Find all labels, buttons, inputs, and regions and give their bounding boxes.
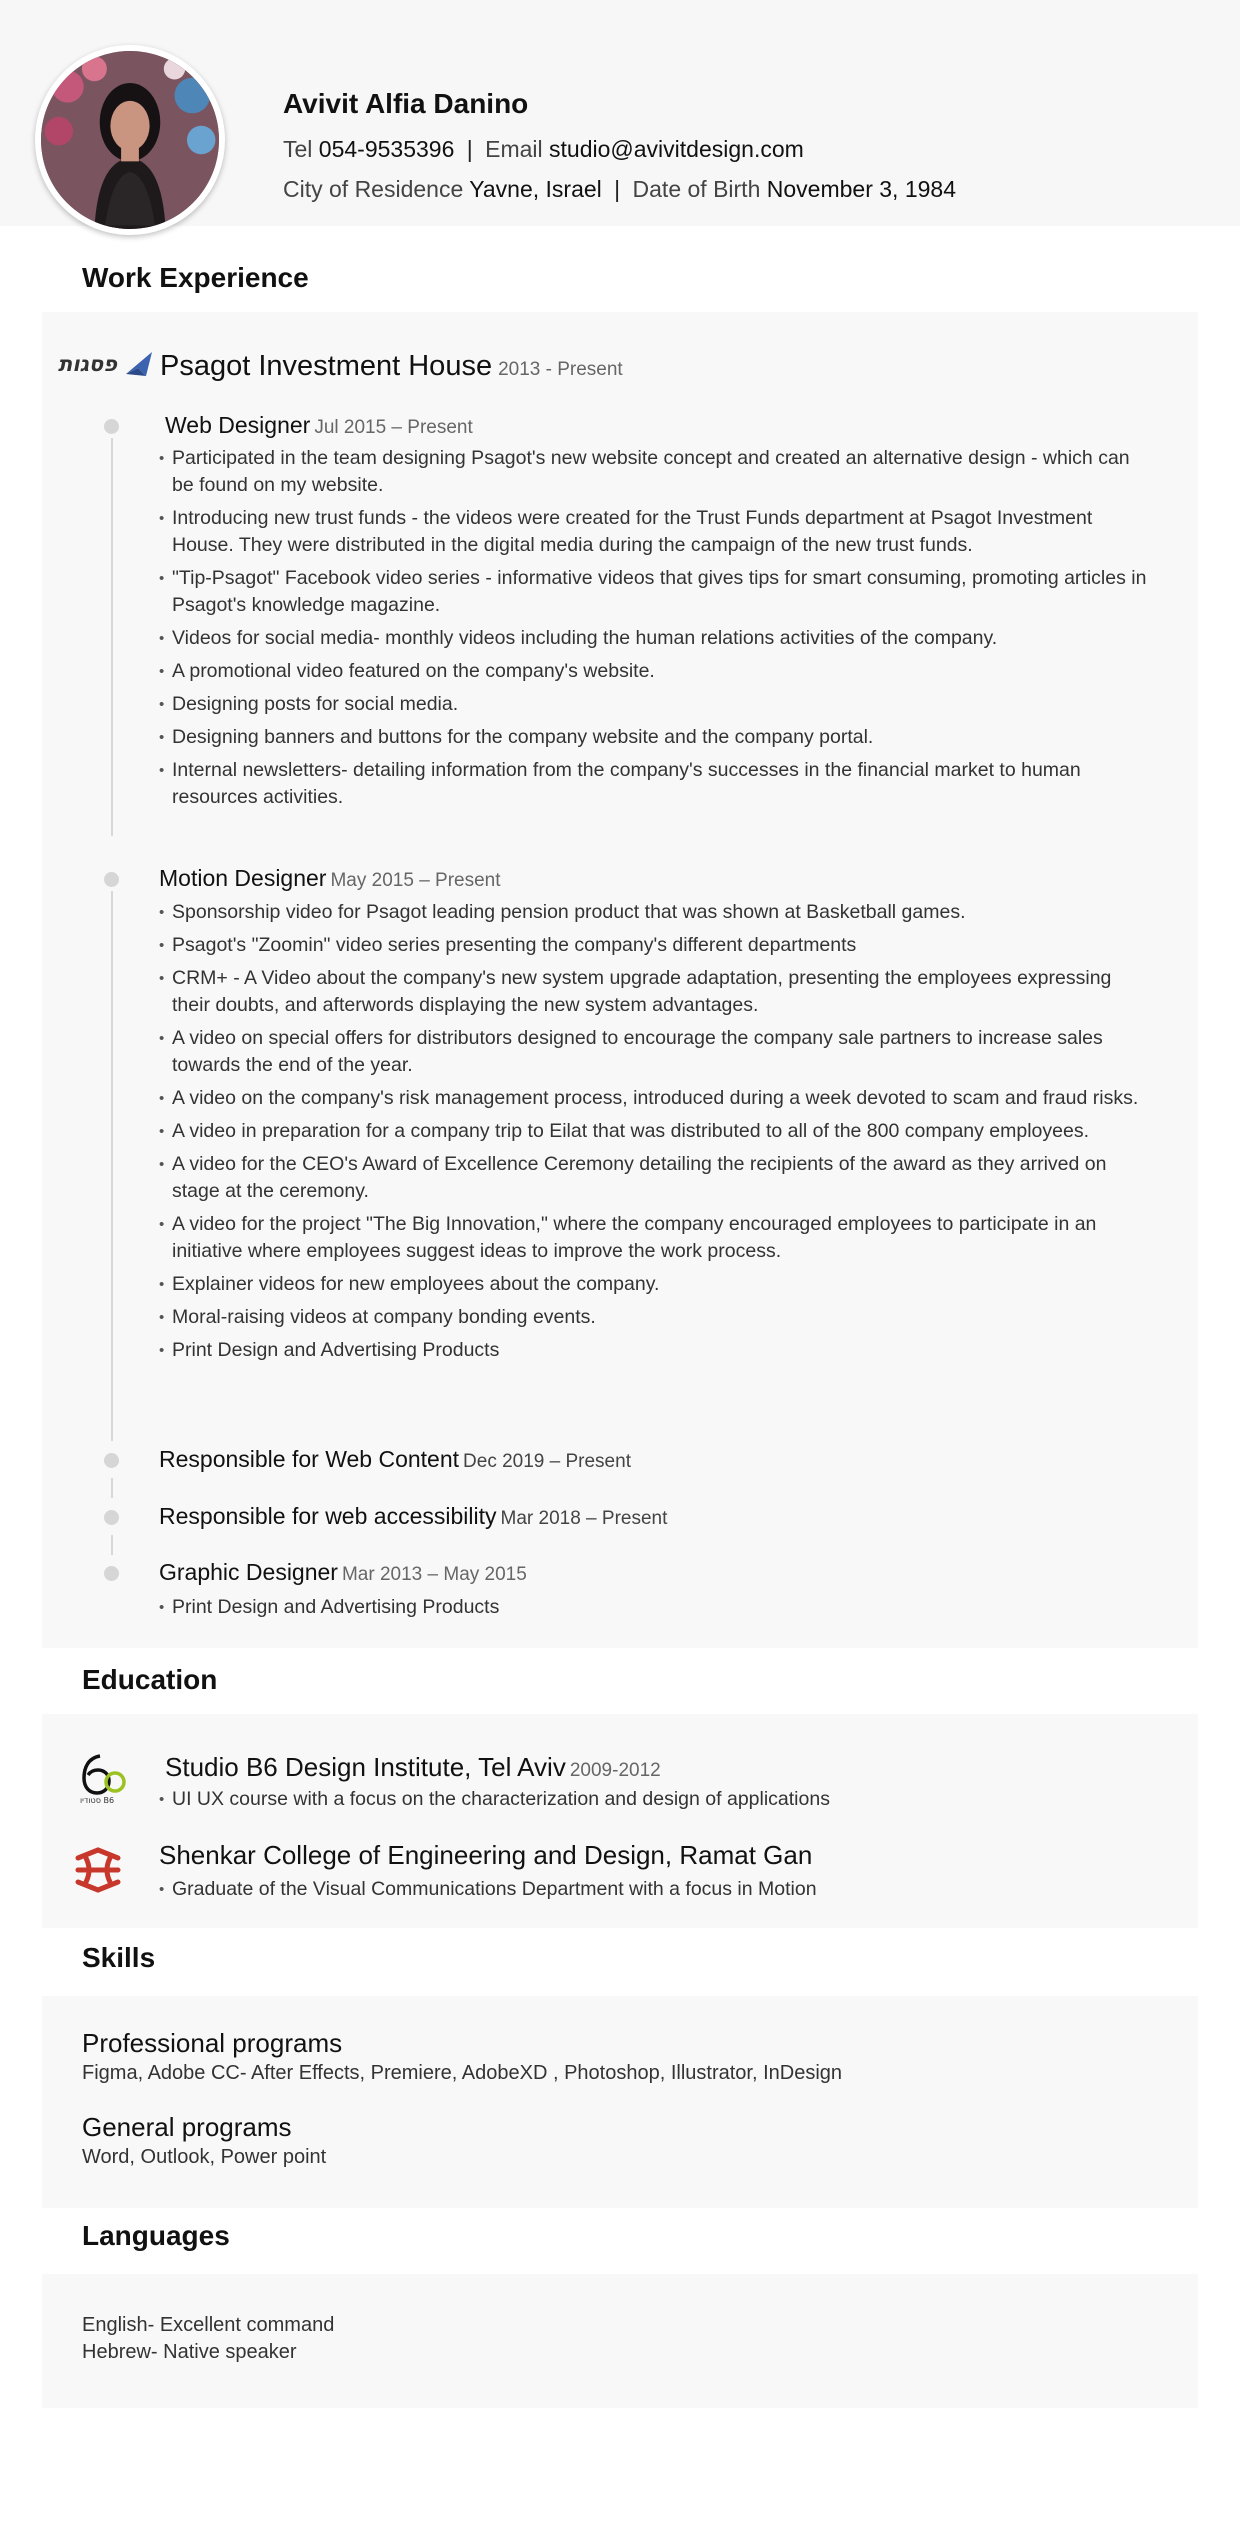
list-item: • CRM+ - A Video about the company's new system upgrade adaptation, presenting the employees expressing their doubts, and afterwords displaying the new system advantages. [159, 965, 1149, 1019]
role-dates: Mar 2013 – May 2015 [341, 1564, 527, 1585]
edu-title: Shenkar College of Engineering and Design, Ramat Gan [159, 1840, 813, 1870]
role-dates: Jul 2015 – Present [314, 417, 473, 438]
list-item: • Graduate of the Visual Communications Department with a focus in Motion [159, 1876, 1149, 1903]
role-web-content [159, 1446, 631, 1473]
email-label: Email [485, 136, 543, 162]
edu-studio-b6-bullets [159, 1786, 1149, 1819]
language-hebrew: Hebrew- Native speaker [82, 2341, 297, 2363]
role-dates: Mar 2018 – Present [500, 1508, 668, 1529]
city-label: City of Residence [283, 176, 464, 202]
candidate-name: Avivit Alfia Danino [283, 88, 529, 119]
tel-label: Tel [283, 136, 313, 162]
list-item: • Sponsorship video for Psagot leading pension product that was shown at Basketball games. [159, 899, 1149, 926]
psagot-logo [58, 350, 154, 380]
timeline-dot [104, 1566, 119, 1581]
list-item: • "Tip-Psagot" Facebook video series - informative videos that gives tips for smart consuming, promoting articles in Psagot's knowledge magazine. [159, 565, 1149, 619]
list-item: • A video on the company's risk management process, introduced during a week devoted to scam and fraud risks. [159, 1085, 1149, 1112]
separator: | [466, 136, 473, 162]
languages-title: Languages [82, 2220, 230, 2251]
role-web-accessibility [159, 1503, 667, 1530]
psagot-logo-text: פסגות [58, 352, 118, 376]
company-name [160, 350, 623, 383]
shenkar-logo [72, 1846, 124, 1894]
role-graphic-designer [159, 1559, 527, 1586]
role-dates: May 2015 – Present [330, 870, 501, 891]
list-item: • Introducing new trust funds - the videos were created for the Trust Funds department at Psagot Investment House. They were distributed in the digital media during the campaign of the new trust funds. [159, 505, 1149, 559]
list-item: • Participated in the team designing Psagot's new website concept and created an alternative design - which can be found on my website. [159, 445, 1149, 499]
role-dates: Dec 2019 – Present [463, 1451, 631, 1472]
tel-value: 054-9535396 [318, 136, 455, 162]
city-value: Yavne, Israel [469, 176, 602, 202]
timeline-line [111, 1535, 113, 1555]
timeline-line [111, 891, 113, 1441]
list-item: • Psagot's "Zoomin" video series presenting the company's different departments [159, 932, 1149, 959]
list-item: • Print Design and Advertising Products [159, 1594, 1149, 1621]
list-item: • A promotional video featured on the company's website. [159, 658, 1149, 685]
skill-heading-professional: Professional programs [82, 2028, 343, 2058]
role-motion-designer [159, 865, 501, 892]
avatar [35, 45, 225, 235]
b6-logo-text: סטודיו B6 [80, 1796, 115, 1805]
edu-dates: 2009-2012 [569, 1760, 661, 1781]
company-title: Psagot Investment House [160, 350, 493, 382]
list-item: • Explainer videos for new employees about the company. [159, 1271, 1149, 1298]
education-title: Education [82, 1664, 218, 1695]
role-web-designer [165, 412, 473, 439]
list-item: • A video on special offers for distributors designed to encourage the company sale partners to increase sales towards the end of the year. [159, 1025, 1149, 1079]
b6-logo-icon [80, 1752, 126, 1796]
edu-shenkar [159, 1840, 812, 1871]
list-item: • A video for the project "The Big Innovation," where the company encouraged employees to participate in an initiative where employees suggest ideas to improve the work process. [159, 1211, 1149, 1265]
skills-title: Skills [82, 1942, 156, 1973]
graphic-designer-bullets [159, 1594, 1149, 1627]
language-english: English- Excellent command [82, 2314, 335, 2336]
web-designer-bullets [159, 445, 1149, 817]
residence-line [283, 176, 956, 203]
shenkar-logo-icon [72, 1846, 124, 1894]
list-item: • Print Design and Advertising Products [159, 1337, 1149, 1364]
psagot-arrow-icon [124, 350, 154, 378]
timeline-dot [104, 872, 119, 887]
timeline-line [111, 1478, 113, 1498]
timeline-line [111, 438, 113, 836]
edu-title: Studio B6 Design Institute, Tel Aviv [165, 1752, 566, 1782]
role-title: Responsible for web accessibility [159, 1503, 497, 1529]
separator: | [614, 176, 621, 202]
skill-heading-general: General programs [82, 2112, 292, 2142]
list-item: • Designing posts for social media. [159, 691, 1149, 718]
list-item: • Moral-raising videos at company bonding events. [159, 1304, 1149, 1331]
list-item: • A video for the CEO's Award of Excellence Ceremony detailing the recipients of the award as they arrived on stage at the ceremony. [159, 1151, 1149, 1205]
timeline-dot [104, 1453, 119, 1468]
motion-designer-bullets [159, 899, 1149, 1370]
role-title: Web Designer [165, 412, 311, 438]
edu-studio-b6 [165, 1752, 661, 1783]
list-item: • A video in preparation for a company trip to Eilat that was distributed to all of the 800 company employees. [159, 1118, 1149, 1145]
work-experience-title: Work Experience [82, 262, 309, 293]
email-link[interactable]: studio@avivitdesign.com [549, 136, 804, 162]
skill-text-professional: Figma, Adobe CC- After Effects, Premiere, AdobeXD , Photoshop, Illustrator, InDesign [82, 2062, 843, 2084]
list-item: • Designing banners and buttons for the company website and the company portal. [159, 724, 1149, 751]
list-item: • UI UX course with a focus on the characterization and design of applications [159, 1786, 1149, 1813]
timeline-dot [104, 1510, 119, 1525]
role-title: Responsible for Web Content [159, 1446, 460, 1472]
dob-value: November 3, 1984 [766, 176, 956, 202]
edu-shenkar-bullets [159, 1876, 1149, 1909]
profile-photo [41, 51, 219, 229]
company-dates: 2013 - Present [498, 359, 623, 380]
contact-line [283, 136, 804, 163]
role-title: Motion Designer [159, 865, 327, 891]
dob-label: Date of Birth [632, 176, 761, 202]
list-item: • Internal newsletters- detailing information from the company's successes in the financial market to human resources activities. [159, 757, 1149, 811]
timeline-dot [104, 419, 119, 434]
studio-b6-logo [80, 1752, 126, 1808]
skill-text-general: Word, Outlook, Power point [82, 2146, 327, 2168]
role-title: Graphic Designer [159, 1559, 338, 1585]
list-item: • Videos for social media- monthly videos including the human relations activities of the company. [159, 625, 1149, 652]
